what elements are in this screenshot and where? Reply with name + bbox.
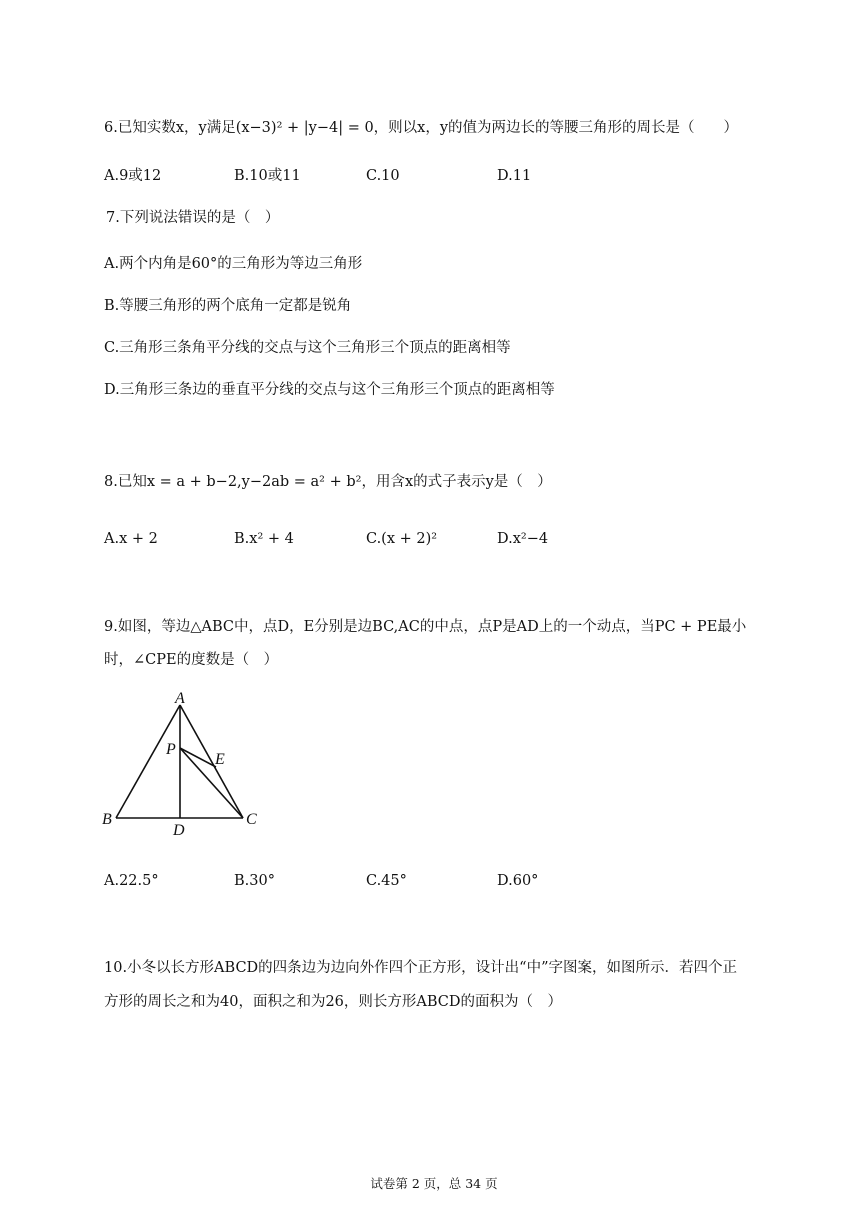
label-c: C [246,811,257,828]
q8-option-d: D.x²−4 [497,531,549,547]
label-e: E [215,751,225,768]
label-a: A [175,690,185,707]
q9-option-c: C.45° [366,873,407,889]
q8-option-a: A.x + 2 [104,531,158,547]
question-10-text-line2: 方形的周长之和为40，面积之和为26，则长方形ABCD的面积为（ ） [104,994,563,1010]
q6-option-b: B.10或11 [234,168,301,184]
q8-option-c: C.(x + 2)² [366,531,438,547]
side-ab [116,705,180,818]
q7-option-b: B.等腰三角形的两个底角一定都是锐角 [104,298,352,314]
q7-option-d: D.三角形三条边的垂直平分线的交点与这个三角形三个顶点的距离相等 [104,382,555,398]
q6-option-a: A.9或12 [104,168,162,184]
segment-pe [180,748,216,767]
segment-pc [180,748,243,818]
q6-option-d: D.11 [497,168,532,184]
question-9-text-line1: 9.如图，等边△ABC中，点D，E分别是边BC,AC的中点，点P是AD上的一个动点，当PC + PE最小 [104,619,747,635]
label-d: D [173,822,185,839]
q8-option-b: B.x² + 4 [234,531,294,547]
question-8-text: 8.已知x = a + b−2,y−2ab = a² + b²，用含x的式子表示y是（ ） [104,474,552,490]
question-6-text: 6.已知实数x，y满足(x−3)² + |y−4| = 0，则以x，y的值为两边长的等腰三角形的周长是（ ） [104,120,739,136]
q9-option-a: A.22.5° [104,873,159,889]
triangle-figure [98,690,268,840]
q9-option-d: D.60° [497,873,539,889]
question-10-text-line1: 10.小冬以长方形ABCD的四条边为边向外作四个正方形，设计出“中”字图案，如图所示．若四个正 [104,960,737,976]
side-ac [180,705,243,818]
q7-option-a: A.两个内角是60°的三角形为等边三角形 [104,256,363,272]
question-9-text-line2: 时，∠CPE的度数是（ ） [104,652,279,668]
q7-option-c: C.三角形三条角平分线的交点与这个三角形三个顶点的距离相等 [104,340,511,356]
q9-option-b: B.30° [234,873,275,889]
question-7-text: 7.下列说法错误的是（ ） [106,210,280,226]
q6-option-c: C.10 [366,168,400,184]
label-b: B [102,811,112,828]
page-footer: 试卷第 2 页，总 34 页 [370,1176,498,1191]
label-p: P [166,741,176,758]
